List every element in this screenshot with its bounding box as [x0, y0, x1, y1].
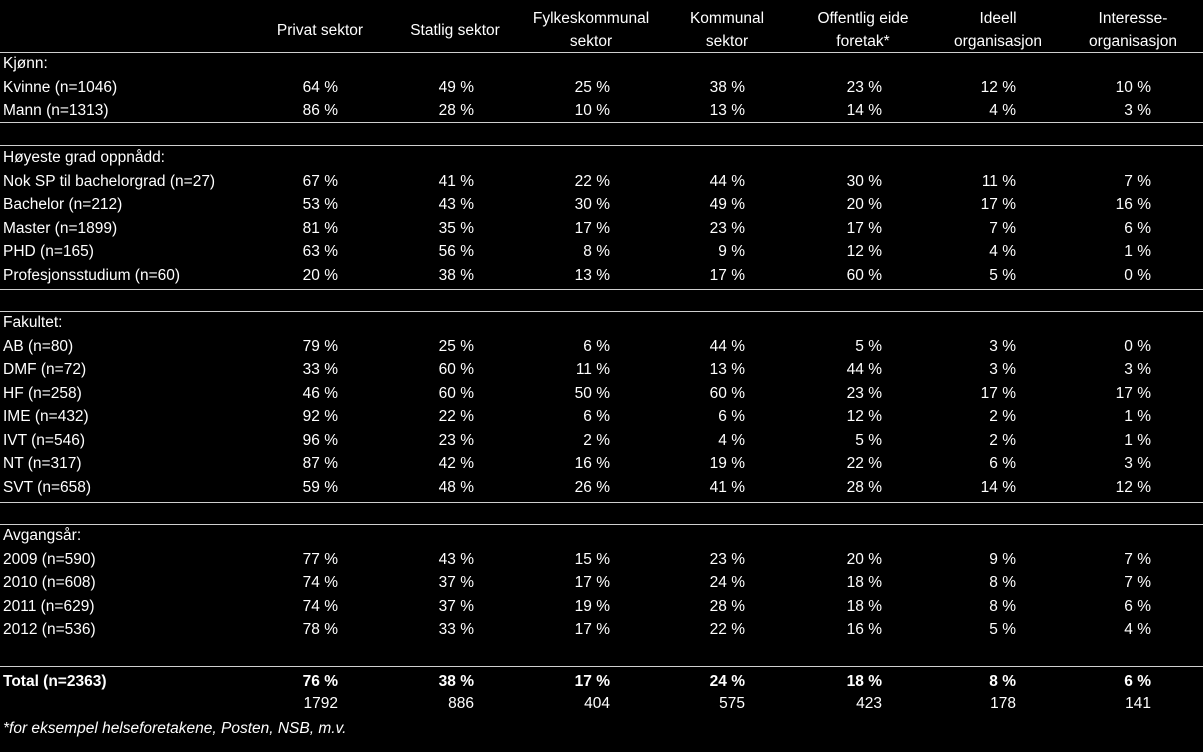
cell-value: 37 %: [438, 574, 474, 591]
table-row: [0, 453, 1203, 476]
table-row: [0, 218, 1203, 241]
column-header-line: foretak*: [836, 33, 890, 50]
row-label: Nok SP til bachelorgrad (n=27): [3, 172, 216, 190]
table-row: [0, 572, 1203, 595]
table-row: [0, 477, 1203, 500]
cell-value: 14 %: [980, 478, 1016, 496]
cell-value: 178: [990, 695, 1016, 712]
cell-value: 26 %: [574, 478, 610, 496]
cell-value: 38 %: [438, 266, 474, 284]
cell-value: 87 %: [302, 455, 338, 472]
cell-value: 17 %: [574, 219, 610, 237]
cell-value: 6 %: [718, 408, 745, 425]
cell-value: 8 %: [989, 673, 1016, 690]
cell-value: 42 %: [438, 455, 474, 472]
row-label: NT (n=317): [3, 455, 82, 472]
cell-value: 60 %: [846, 266, 882, 284]
cell-value: 53 %: [302, 196, 338, 213]
cell-value: 7 %: [1124, 172, 1151, 190]
cell-value: 2 %: [989, 408, 1016, 425]
divider: [0, 502, 1203, 503]
column-header-line: Fylkeskommunal: [532, 10, 650, 27]
cell-value: 404: [584, 695, 610, 712]
column-header-line: sektor: [569, 33, 613, 50]
cell-value: 7 %: [1124, 550, 1151, 568]
cell-value: 92 %: [302, 408, 338, 425]
column-header: [250, 6, 390, 54]
row-label: DMF (n=72): [3, 361, 87, 378]
cell-value: 3 %: [1124, 361, 1151, 378]
table-row: [0, 549, 1203, 572]
cell-value: 77 %: [302, 550, 338, 568]
table-row: [0, 100, 1203, 123]
row-label: Høyeste grad oppnådd:: [3, 149, 165, 166]
cell-value: 38 %: [438, 673, 474, 690]
cell-value: 11 %: [981, 172, 1016, 190]
row-label: PHD (n=165): [3, 243, 94, 260]
cell-value: 49 %: [438, 78, 474, 96]
cell-value: 63 %: [302, 243, 338, 260]
cell-value: 6 %: [583, 337, 610, 355]
cell-value: 0 %: [1124, 266, 1151, 284]
cell-value: 18 %: [846, 574, 882, 591]
cell-value: 28 %: [709, 597, 745, 615]
cell-value: 41 %: [709, 478, 745, 496]
section-title: [0, 525, 1203, 548]
cell-value: 24 %: [709, 574, 745, 591]
cell-value: 35 %: [438, 219, 474, 237]
cell-value: 12 %: [846, 243, 882, 260]
cell-value: 22 %: [574, 172, 610, 190]
table-row: [0, 430, 1203, 453]
total-row: [0, 671, 1203, 694]
column-header: [385, 6, 525, 54]
cell-value: 10 %: [1115, 78, 1151, 96]
cell-value: 33 %: [438, 621, 474, 638]
row-label: SVT (n=658): [3, 478, 92, 496]
cell-value: 22 %: [709, 621, 745, 638]
cell-value: 575: [719, 695, 745, 712]
cell-value: 4 %: [989, 243, 1016, 260]
cell-value: 33 %: [302, 361, 338, 378]
cell-value: 9 %: [989, 550, 1016, 568]
cell-value: 20 %: [302, 266, 338, 284]
cell-value: 20 %: [846, 196, 882, 213]
cell-value: 23 %: [846, 384, 882, 402]
table-row: [0, 619, 1203, 642]
row-label: HF (n=258): [3, 384, 82, 402]
cell-value: 13 %: [574, 266, 610, 284]
column-header-line: organisasjon: [954, 33, 1042, 50]
cell-value: 423: [856, 695, 882, 712]
table-row: [0, 241, 1203, 264]
cell-value: 23 %: [438, 431, 474, 449]
cell-value: 10 %: [574, 102, 610, 119]
cell-value: 17 %: [1115, 384, 1151, 402]
cell-value: 74 %: [302, 597, 338, 615]
cell-value: 59 %: [302, 478, 338, 496]
cell-value: 28 %: [846, 478, 882, 496]
cell-value: 22 %: [846, 455, 882, 472]
cell-value: 17 %: [709, 266, 745, 284]
section-title: [0, 53, 1203, 76]
cell-value: 15 %: [574, 550, 610, 568]
table-row: [0, 171, 1203, 194]
cell-value: 4 %: [718, 431, 745, 449]
cell-value: 11 %: [575, 361, 610, 378]
cell-value: 6 %: [583, 408, 610, 425]
cell-value: 6 %: [989, 455, 1016, 472]
cell-value: 1 %: [1124, 431, 1151, 449]
cell-value: 56 %: [438, 243, 474, 260]
cell-value: 9 %: [718, 243, 745, 260]
cell-value: 5 %: [989, 266, 1016, 284]
column-header: [521, 6, 661, 54]
row-label: 2012 (n=536): [3, 621, 96, 638]
cell-value: 20 %: [846, 550, 882, 568]
column-header: [1063, 6, 1203, 54]
cell-value: 5 %: [855, 431, 882, 449]
cell-value: 16 %: [846, 621, 882, 638]
table-row: [0, 359, 1203, 382]
row-label: IME (n=432): [3, 408, 89, 425]
cell-value: 28 %: [438, 102, 474, 119]
row-label: Mann (n=1313): [3, 102, 109, 119]
row-label: IVT (n=546): [3, 431, 85, 449]
row-label: Avgangsår:: [3, 527, 82, 544]
cell-value: 4 %: [1124, 621, 1151, 638]
cell-value: 2 %: [989, 431, 1016, 449]
cell-value: 18 %: [846, 597, 882, 615]
cell-value: 24 %: [709, 673, 745, 690]
table-row: [0, 77, 1203, 100]
column-header-line: organisasjon: [1089, 33, 1177, 50]
cell-value: 60 %: [709, 384, 745, 402]
row-label: Fakultet:: [3, 314, 63, 331]
column-header-line: Offentlig eide: [817, 10, 909, 27]
cell-value: 6 %: [1124, 597, 1151, 615]
cell-value: 50 %: [574, 384, 610, 402]
cell-value: 18 %: [846, 673, 882, 690]
footnote: *for eksempel helseforetakene, Posten, NSB, m.v.: [3, 720, 347, 737]
divider: [0, 666, 1203, 667]
cell-value: 886: [448, 695, 474, 712]
cell-value: 1 %: [1124, 408, 1151, 425]
cell-value: 14 %: [846, 102, 882, 119]
cell-value: 7 %: [989, 219, 1016, 237]
cell-value: 23 %: [709, 219, 745, 237]
cell-value: 2 %: [583, 431, 610, 449]
row-label: AB (n=80): [3, 337, 74, 355]
cell-value: 60 %: [438, 361, 474, 378]
cell-value: 17 %: [574, 673, 610, 690]
column-header-line: Privat sektor: [276, 21, 364, 39]
cell-value: 86 %: [302, 102, 338, 119]
table-row: [0, 383, 1203, 406]
table-row: [0, 265, 1203, 288]
row-label: 2010 (n=608): [3, 574, 96, 591]
cell-value: 8 %: [583, 243, 610, 260]
table-row: [0, 596, 1203, 619]
cell-value: 16 %: [1115, 196, 1151, 213]
cell-value: 3 %: [989, 337, 1016, 355]
cell-value: 8 %: [989, 574, 1016, 591]
cell-value: 38 %: [709, 78, 745, 96]
row-label: Kvinne (n=1046): [3, 78, 118, 96]
column-header-line: Interesse-: [1098, 10, 1168, 27]
cell-value: 6 %: [1124, 219, 1151, 237]
cell-value: 76 %: [302, 673, 338, 690]
cell-value: 67 %: [302, 172, 338, 190]
cell-value: 3 %: [1124, 102, 1151, 119]
cell-value: 43 %: [438, 196, 474, 213]
cell-value: 23 %: [846, 78, 882, 96]
cell-value: 12 %: [980, 78, 1016, 96]
cell-value: 48 %: [438, 478, 474, 496]
cell-value: 16 %: [574, 455, 610, 472]
cell-value: 3 %: [1124, 455, 1151, 472]
cell-value: 78 %: [302, 621, 338, 638]
cell-value: 12 %: [846, 408, 882, 425]
cell-value: 0 %: [1124, 337, 1151, 355]
cell-value: 37 %: [438, 597, 474, 615]
column-header-line: Statlig sektor: [410, 21, 500, 39]
cell-value: 41 %: [438, 172, 474, 190]
cell-value: 8 %: [989, 597, 1016, 615]
cell-value: 44 %: [709, 337, 745, 355]
column-header-line: Ideell: [979, 10, 1017, 27]
cell-value: 141: [1125, 695, 1151, 712]
cell-value: 22 %: [438, 408, 474, 425]
row-label: 2011 (n=629): [3, 597, 95, 615]
cell-value: 3 %: [989, 361, 1016, 378]
cell-value: 1 %: [1124, 243, 1151, 260]
divider: [0, 145, 1203, 146]
row-label: Total (n=2363): [3, 673, 107, 690]
column-header-line: Kommunal: [689, 10, 765, 27]
cell-value: 7 %: [1124, 574, 1151, 591]
cell-value: 30 %: [574, 196, 610, 213]
table-header: [0, 6, 1203, 54]
row-label: Master (n=1899): [3, 219, 118, 237]
cell-value: 43 %: [438, 550, 474, 568]
column-header: [657, 6, 797, 54]
cell-value: 49 %: [709, 196, 745, 213]
cell-value: 64 %: [302, 78, 338, 96]
cell-value: 74 %: [302, 574, 338, 591]
cell-value: 6 %: [1124, 673, 1151, 690]
cell-value: 13 %: [709, 102, 745, 119]
cell-value: 25 %: [438, 337, 474, 355]
cell-value: 17 %: [574, 621, 610, 638]
cell-value: 1792: [303, 695, 338, 712]
table-row: [0, 406, 1203, 429]
cell-value: 17 %: [574, 574, 610, 591]
cell-value: 60 %: [438, 384, 474, 402]
column-header-line: sektor: [705, 33, 749, 50]
cell-value: 12 %: [1115, 478, 1151, 496]
table-row: [0, 194, 1203, 217]
cell-value: 17 %: [980, 196, 1016, 213]
cell-value: 19 %: [709, 455, 745, 472]
cell-value: 4 %: [989, 102, 1016, 119]
cell-value: 17 %: [846, 219, 882, 237]
row-label: Kjønn:: [3, 55, 48, 72]
total-count-row: [0, 693, 1203, 716]
section-title: [0, 312, 1203, 335]
cell-value: 23 %: [709, 550, 745, 568]
cell-value: 19 %: [574, 597, 610, 615]
cell-value: 46 %: [302, 384, 338, 402]
cell-value: 25 %: [574, 78, 610, 96]
cell-value: 17 %: [980, 384, 1016, 402]
cell-value: 13 %: [709, 361, 745, 378]
table-row: [0, 336, 1203, 359]
column-header: [928, 6, 1068, 54]
section-title: [0, 147, 1203, 170]
cell-value: 5 %: [989, 621, 1016, 638]
cell-value: 30 %: [846, 172, 882, 190]
cell-value: 44 %: [846, 361, 882, 378]
cell-value: 96 %: [302, 431, 338, 449]
cell-value: 79 %: [302, 337, 338, 355]
column-header: [793, 6, 933, 54]
cell-value: 5 %: [855, 337, 882, 355]
divider: [0, 289, 1203, 290]
row-label: Bachelor (n=212): [3, 196, 123, 213]
row-label: Profesjonsstudium (n=60): [3, 266, 181, 284]
cell-value: 44 %: [709, 172, 745, 190]
cell-value: 81 %: [302, 219, 338, 237]
row-label: 2009 (n=590): [3, 550, 96, 568]
